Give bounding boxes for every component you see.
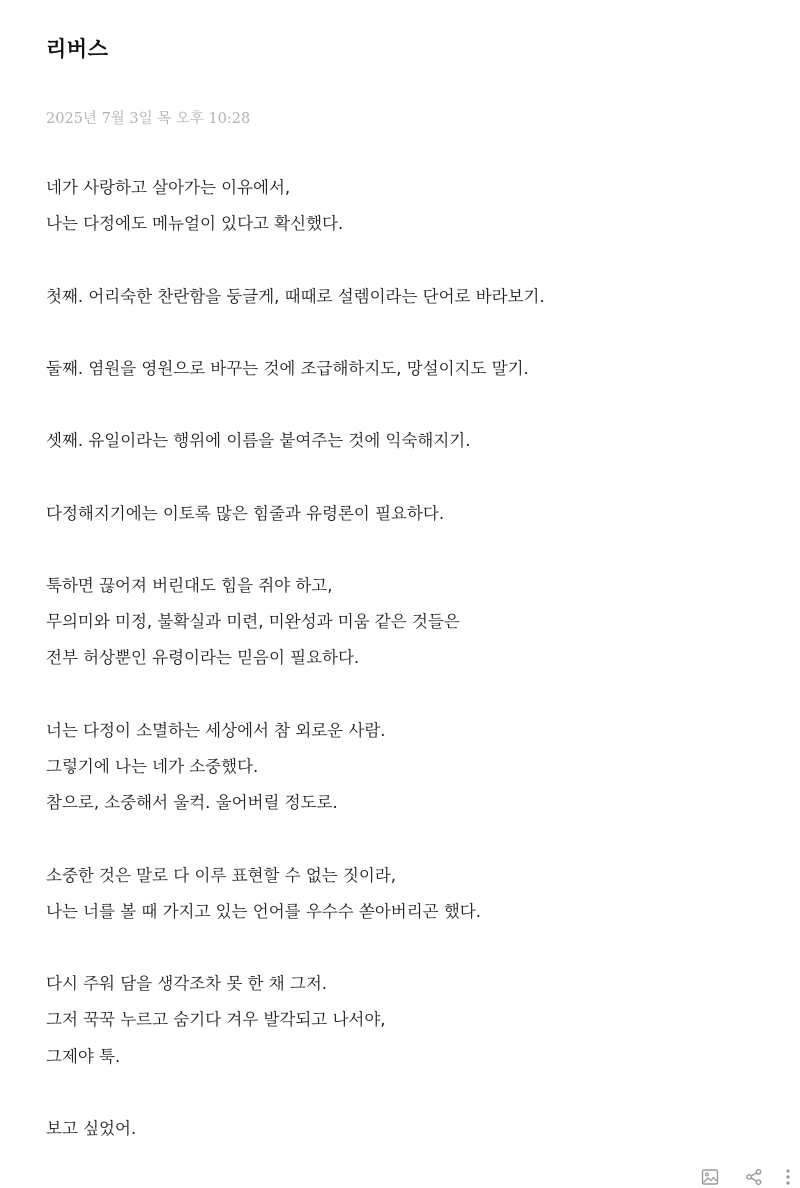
body-line: 무의미와 미정, 불확실과 미련, 미완성과 미움 같은 것들은 [46, 612, 460, 632]
body-line: 둘째. 염원을 영원으로 바꾸는 것에 조급해하지도, 망설이지도 말기. [46, 358, 529, 378]
body-line: 그저 꾹꾹 누르고 숨기다 겨우 발각되고 나서야, [46, 1010, 386, 1030]
body-line: 전부 허상뿐인 유령이라는 믿음이 필요하다. [46, 648, 360, 668]
blank-line [46, 464, 545, 500]
post-date: 2025년 7월 3일 목 오후 10:28 [46, 111, 251, 127]
body-line: 툭하면 끊어져 버린대도 힘을 쥐야 하고, [46, 576, 333, 596]
body-line: 나는 너를 볼 때 가지고 있는 언어를 우수수 쏟아버리곤 했다. [46, 901, 481, 921]
post-body [46, 174, 545, 1151]
body-line: 다시 주워 담을 생각조차 못 한 채 그저. [46, 974, 328, 994]
body-line: 첫째. 어리숙한 찬란함을 둥글게, 때때로 설렘이라는 단어로 바라보기. [46, 286, 545, 306]
body-line: 다정해지기에는 이토록 많은 힘줄과 유령론이 필요하다. [46, 503, 445, 523]
body-line: 네가 사랑하고 살아가는 이유에서, [46, 178, 291, 197]
image-icon [701, 1168, 719, 1186]
post-actions [688, 1166, 800, 1188]
share-icon [745, 1168, 763, 1186]
body-line: 소중한 것은 말로 다 이루 표현할 수 없는 짓이라, [46, 865, 397, 885]
blank-line [46, 825, 545, 861]
body-line: 그제야 툭. [46, 1046, 121, 1066]
blank-line [46, 246, 545, 282]
body-line: 나는 다정에도 메뉴얼이 있다고 확신했다. [46, 214, 344, 234]
post-title: 리버스 [46, 37, 109, 61]
body-line: 보고 싶었어. [46, 1118, 137, 1138]
body-line: 참으로, 소중해서 울컥. 울어버릴 정도로. [46, 793, 338, 813]
blank-line [46, 319, 545, 355]
blank-line [46, 391, 545, 427]
share-button[interactable] [732, 1166, 776, 1188]
body-line: 너는 다정이 소멸하는 세상에서 참 외로운 사람. [46, 720, 386, 740]
more-button[interactable] [776, 1166, 800, 1188]
blank-line [46, 934, 545, 970]
more-vertical-icon [785, 1168, 791, 1186]
body-line: 셋째. 유일이라는 행위에 이름을 붙여주는 것에 익숙해지기. [46, 431, 471, 451]
blank-line [46, 1079, 545, 1115]
blank-line [46, 536, 545, 572]
blank-line [46, 681, 545, 717]
body-line: 그렇기에 나는 네가 소중했다. [46, 757, 259, 776]
image-button[interactable] [688, 1166, 732, 1188]
